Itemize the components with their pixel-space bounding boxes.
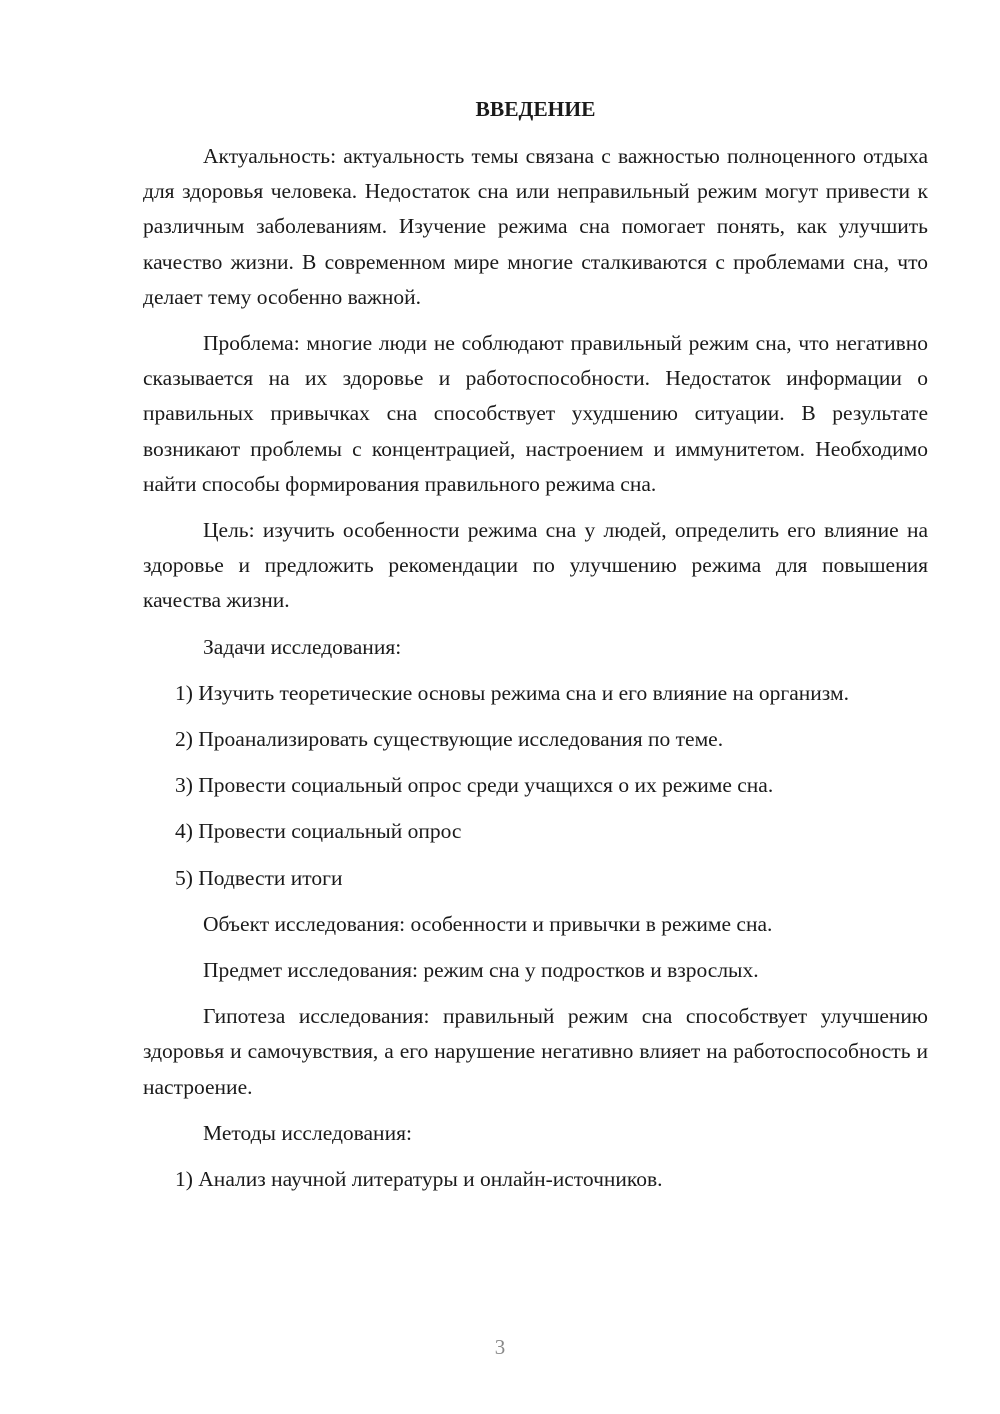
document-page bbox=[143, 92, 928, 1208]
relevance-paragraph: Актуальность: актуальность темы связана с важностью полноценного отдыха для здоровья человека. Недостаток сна или неправильный режим могут привести к различным заболеваниям. Изучение режима сна помогает понять, как улучшить качество жизни. В современном мире многие сталкиваются с проблемами сна, что делает тему особенно важной. bbox=[143, 144, 928, 309]
goal-paragraph: Цель: изучить особенности режима сна у людей, определить его влияние на здоровье и предложить рекомендации по улучшению режима для повышения качества жизни. bbox=[143, 518, 928, 613]
task-item: 3) Провести социальный опрос среди учащихся о их режиме сна. bbox=[175, 773, 774, 798]
task-item: 5) Подвести итоги bbox=[175, 865, 343, 890]
hypothesis-paragraph: Гипотеза исследования: правильный режим сна способствует улучшению здоровья и самочувствия, а его нарушение негативно влияет на работоспособность и настроение. bbox=[143, 1004, 928, 1099]
object-paragraph: Объект исследования: особенности и привычки в режиме сна. bbox=[203, 911, 773, 936]
task-item: 2) Проанализировать существующие исследования по теме. bbox=[175, 727, 724, 752]
methods-heading: Методы исследования: bbox=[203, 1120, 412, 1145]
subject-paragraph: Предмет исследования: режим сна у подростков и взрослых. bbox=[203, 958, 759, 983]
page-number: 3 bbox=[494, 1335, 506, 1359]
tasks-heading: Задачи исследования: bbox=[203, 634, 402, 659]
section-title: ВВЕДЕНИЕ bbox=[475, 97, 596, 121]
task-item: 4) Провести социальный опрос bbox=[175, 819, 462, 844]
task-item: 1) Изучить теоретические основы режима сна и его влияние на организм. bbox=[175, 680, 849, 705]
method-item: 1) Анализ научной литературы и онлайн-источников. bbox=[175, 1167, 663, 1192]
problem-paragraph: Проблема: многие люди не соблюдают правильный режим сна, что негативно сказывается на их здоровье и работоспособности. Недостаток информации о правильных привычках сна способствует ухудшению ситуации. В результате возникают проблемы с концентрацией, настроением и иммунитетом. Необходимо найти способы формирования правильного режима сна. bbox=[143, 331, 928, 496]
